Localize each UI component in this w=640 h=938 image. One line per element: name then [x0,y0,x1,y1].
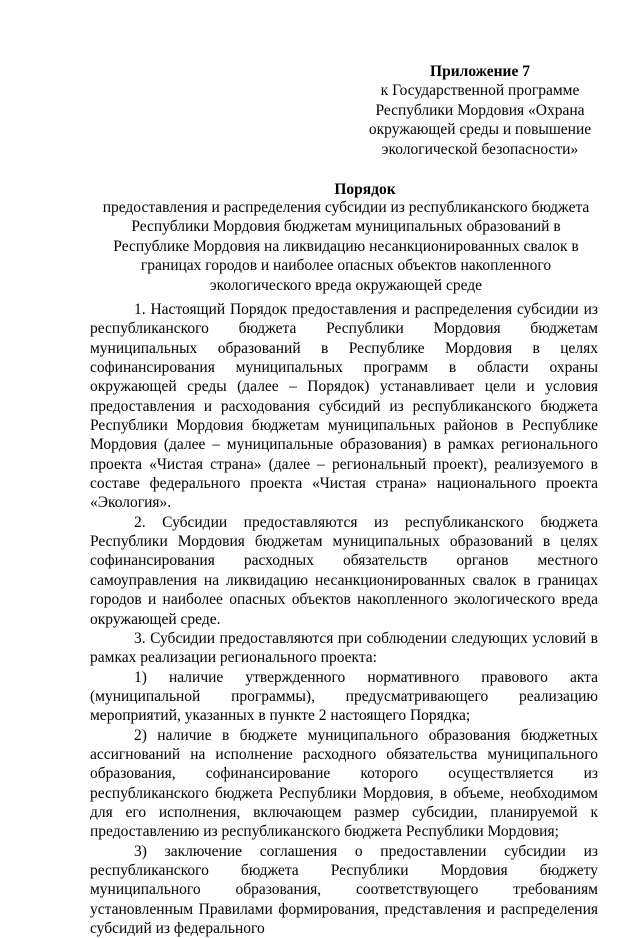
document-body [90,300,598,938]
paragraph: 3. Субсидии предоставляются при соблюдении следующих условий в рамках реализации регионального проекта: [90,629,598,667]
paragraph: 3) заключение соглашения о предоставлении субсидии из республиканского бюджета Республики Мордовия бюджету муниципального образования, соответствующего требованиям установленным Правилами формирования, представления и распределения субсидий из федерального [90,842,598,937]
appendix-header [355,62,605,159]
document-subtitle: предоставления и распределения субсидии из республиканского бюджета Республики Мордовия бюджетам муниципальных образований в Республике Мордовия на ликвидацию несанкционированных свалок в границах городов и наиболее опасных объектов накопленного экологического вреда окружающей среде [102,199,590,294]
appendix-line: окружающей среды и повышение [368,121,592,139]
paragraph: 2) наличие в бюджете муниципального образования бюджетных ассигнований на исполнение расходного обязательства муниципального образования, софинансирование которого осуществляется из республиканского бюджета Республики Мордовия, в объеме, необходимом для его исполнения, включающем размер субсидии, планируемой к предоставлению из республиканского бюджета Республики Мордовия; [90,726,598,841]
appendix-title: Приложение 7 [430,63,530,80]
paragraph: 1. Настоящий Порядок предоставления и распределения субсидии из республиканского бюджета Республики Мордовия бюджетам муниципальных образований в Республике Мордовия в целях софинансирования муниципальных программ в области охраны окружающей среды (далее – Порядок) устанавливает цели и условия предоставления и расходования субсидий из республиканского бюджета Республики Мордовия бюджетам муниципальных районов в Республике Мордовия (далее – муниципальные образования) в рамках регионального проекта «Чистая страна» (далее – региональный проект), реализуемого в составе федерального проекта «Чистая страна» национального проекта «Экология». [90,301,598,512]
appendix-line: экологической безопасности» [381,140,579,158]
appendix-line: Республики Мордовия «Охрана [375,101,585,119]
appendix-line: к Государственной программе [380,82,580,100]
document-title: Порядок [334,181,396,198]
paragraph: 2. Субсидии предоставляются из республиканского бюджета Республики Мордовия бюджетам муниципальных образований в целях софинансирования расходных обязательств органов местного самоуправления на ликвидацию несанкционированных свалок в границах городов и наиболее опасных объектов накопленного экологического вреда окружающей среде. [90,513,598,628]
paragraph: 1) наличие утвержденного нормативного правового акта (муниципальной программы), предусматривающего реализацию мероприятий, указанных в пункте 2 настоящего Порядка; [90,668,598,725]
